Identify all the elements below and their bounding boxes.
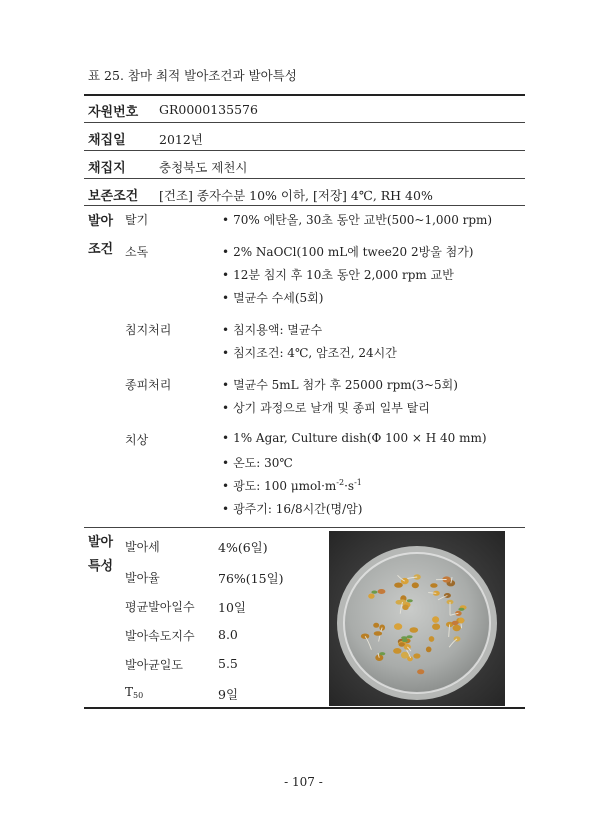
seed-mark: [402, 605, 408, 610]
petri-dish-photo: [329, 531, 505, 706]
petri-dish-image: [329, 531, 505, 706]
char-value-t50: 9일: [218, 687, 239, 702]
section-label-characteristics-1: 발아: [88, 535, 114, 550]
seed-mark: [432, 624, 440, 630]
condition-item: • 2% NaOCl(100 mL에 twee20 2방울 첨가): [222, 245, 474, 259]
condition-item: • 온도: 30℃: [222, 456, 293, 470]
table-caption: 표 25. 참마 최적 발아조건과 발아특성: [88, 68, 297, 83]
leaf-mark: [402, 639, 408, 642]
leaf-mark: [407, 635, 413, 638]
char-value-mean-germination-days: 10일: [218, 600, 246, 615]
seed-mark: [379, 625, 385, 631]
condition-name-plating: 치상: [125, 433, 149, 447]
seed-mark: [410, 627, 419, 633]
char-name-germination-energy: 발아세: [125, 540, 160, 554]
seed-mark: [429, 636, 435, 642]
section-label-conditions-1: 발아: [88, 214, 114, 229]
condition-item-light: • 광도: 100 $\mu mol\cdot m^{-2}\cdot s^{-1}$: [222, 478, 362, 493]
seed-mark: [426, 647, 432, 653]
seed-mark: [413, 653, 420, 658]
condition-item: • 침지조건: 4℃, 암조건, 24시간: [222, 346, 397, 360]
leaf-mark: [371, 591, 377, 594]
condition-name-soaking: 침지처리: [125, 323, 172, 337]
label-collection-site: 채집지: [88, 161, 126, 176]
value-collection-site: 충청북도 제천시: [159, 160, 248, 175]
condition-item: • 멸균수 5mL 첨가 후 25000 rpm(3~5회): [222, 378, 458, 392]
row-divider: [84, 150, 525, 151]
value-resource-number: GR0000135576: [159, 102, 258, 117]
table-top-rule: [84, 94, 525, 96]
seed-mark: [412, 582, 419, 588]
value-collection-date: 2012년: [159, 132, 203, 147]
condition-name-sterilization: 소독: [125, 245, 149, 259]
row-divider: [84, 205, 525, 206]
condition-item: • 상기 과정으로 날개 및 종피 일부 탈리: [222, 401, 430, 415]
seed-mark: [453, 625, 461, 631]
condition-name-seedcoat: 종피처리: [125, 378, 172, 392]
seed-mark: [361, 634, 369, 639]
section-divider: [84, 527, 525, 528]
condition-item: • 광주기: 16/8시간(명/암): [222, 502, 363, 516]
char-name-germination-rate: 발아율: [125, 571, 160, 585]
seed-mark: [368, 594, 374, 599]
leaf-mark: [407, 599, 413, 602]
char-name-germination-speed-index: 발아속도지수: [125, 629, 195, 643]
seed-mark: [458, 618, 464, 624]
value-storage-condition: [건조] 종자수분 10% 이하, [저장] 4℃, RH 40%: [159, 188, 433, 203]
char-value-germination-energy: 4%(6일): [218, 540, 268, 555]
seed-mark: [378, 589, 386, 594]
char-name-t50: $T_{50}$: [125, 685, 144, 700]
seed-mark: [417, 669, 424, 674]
seed-mark: [375, 654, 383, 661]
section-label-conditions-2: 조건: [88, 242, 114, 257]
char-value-germination-uniformity: 5.5: [218, 656, 238, 671]
char-name-mean-germination-days: 평균발아일수: [125, 600, 195, 614]
row-divider: [84, 178, 525, 179]
leaf-mark: [458, 608, 464, 611]
label-collection-date: 채집일: [88, 133, 126, 148]
condition-item: • 70% 에탄올, 30초 동안 교반(500~1,000 rpm): [222, 213, 493, 227]
condition-item: • 침지용액: 멸균수: [222, 323, 323, 337]
label-resource-number: 자원번호: [88, 105, 139, 120]
condition-item: • 12분 침지 후 10초 동안 2,000 rpm 교반: [222, 268, 454, 282]
seed-mark: [393, 648, 401, 654]
table-bottom-rule: [84, 707, 525, 709]
seed-mark: [432, 616, 439, 623]
seed-mark: [394, 623, 402, 630]
seed-mark: [430, 583, 437, 588]
section-label-characteristics-2: 특성: [88, 559, 114, 574]
leaf-mark: [401, 636, 407, 639]
char-value-germination-speed-index: 8.0: [218, 627, 238, 642]
seed-mark: [373, 623, 379, 628]
char-name-germination-uniformity: 발아균일도: [125, 658, 183, 672]
condition-item: • 멸균수 수세(5회): [222, 291, 324, 305]
seed-mark: [374, 631, 382, 636]
char-value-germination-rate: 76%(15일): [218, 571, 284, 586]
seed-mark: [452, 621, 459, 625]
seed-mark: [401, 652, 409, 659]
condition-name-degassing: 탈기: [125, 213, 149, 227]
seed-mark: [394, 583, 403, 588]
leaf-mark: [379, 652, 385, 655]
label-storage-condition: 보존조건: [88, 189, 139, 204]
row-divider: [84, 122, 525, 123]
condition-item: • 1% Agar, Culture dish(Φ 100 × H 40 mm): [222, 431, 487, 445]
page-number: - 107 -: [284, 775, 323, 789]
